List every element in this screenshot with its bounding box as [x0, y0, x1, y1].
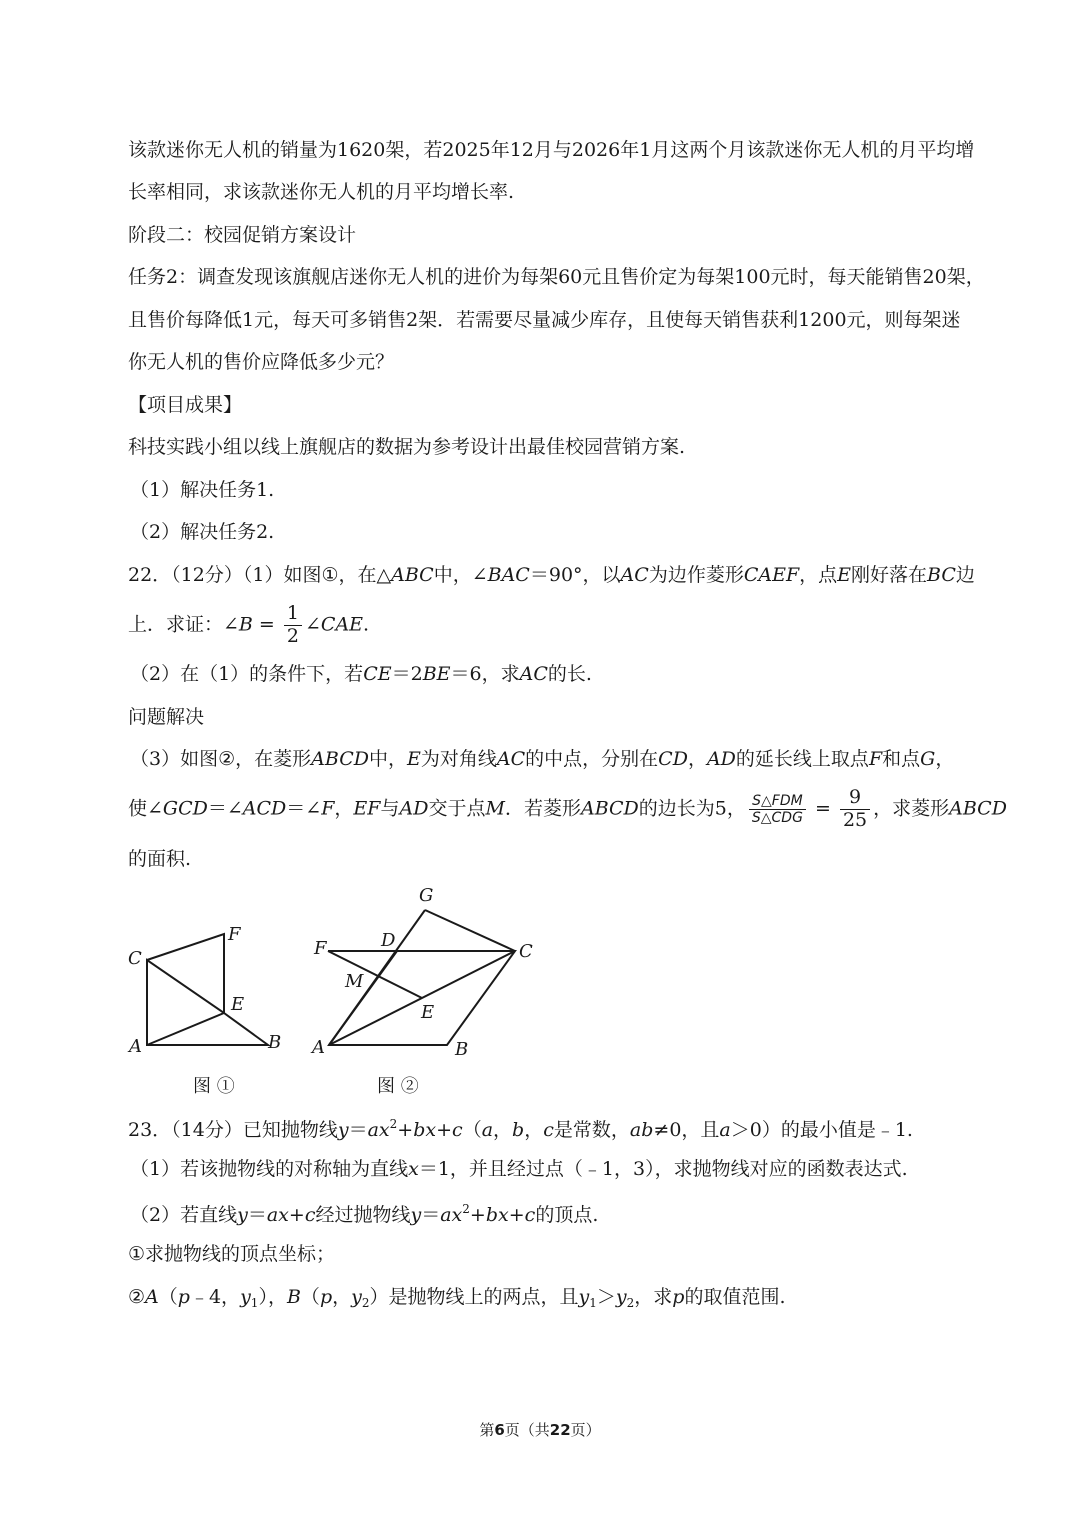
question-23-sub-2: ②A（p﹣4，$y_1$），B（p，$y_2$）是抛物线上的两点，且$y_1>y_2$，求p的取值范围.: [128, 1286, 786, 1310]
section-heading: 【项目成果】: [128, 394, 243, 416]
point-label: B: [455, 1039, 469, 1060]
figure-1-caption: 图 ①: [193, 1076, 235, 1097]
figure-2-line-ag: [329, 910, 425, 1045]
question-23-part-1: （1）若该抛物线的对称轴为直线x＝1，并且经过点（﹣1，3），求抛物线对应的函数表达式.: [130, 1158, 908, 1180]
point-label: F: [314, 938, 327, 959]
figure-1-shape: [147, 934, 268, 1045]
paragraph-line: 长率相同，求该款迷你无人机的月平均增长率.: [128, 181, 515, 203]
question-22-part-3-line-2: 使∠GCD＝∠ACD＝∠F，EF与AD交于点M．若菱形ABCD的边长为5， $\frac{\text{S△FDM}}{\text{S△CDG}}$ = $\frac{9}{25}$ ，求菱形ABCD: [128, 786, 1007, 831]
task-item: （1）解决任务1.: [130, 479, 275, 501]
section-heading: 问题解决: [128, 706, 205, 728]
point-label: B: [268, 1032, 282, 1053]
figure-2-caption: 图 ②: [377, 1076, 419, 1097]
point-label: F: [228, 924, 241, 945]
point-label: D: [381, 930, 396, 951]
question-22-part-3: （3）如图②，在菱形ABCD中，E为对角线AC的中点，分别在CD，AD的延长线上取点F和点G，: [130, 748, 955, 770]
section-heading: 阶段二：校园促销方案设计: [128, 224, 357, 246]
paragraph-line: 的面积.: [128, 848, 192, 870]
area-ratio-fraction: $\frac{\text{S△FDM}}{\text{S△CDG}}$: [749, 793, 806, 826]
question-22-line-2: 上．求证：∠B = $\frac{1}{2}$ ∠CAE.: [128, 602, 370, 647]
question-22-line-1: 22．（12分）（1）如图①，在△ABC中，∠BAC＝90°，以AC为边作菱形CAEF，点E刚好落在BC边: [128, 564, 975, 586]
figure-2-line-fe: [328, 951, 422, 998]
question-22-part-2: （2）在（1）的条件下，若CE＝2BE＝6，求AC的长.: [130, 663, 592, 685]
point-label: A: [129, 1036, 142, 1057]
ratio-value-fraction: $\frac{9}{25}$: [840, 787, 870, 832]
question-23-sub-1: ①求抛物线的顶点坐标；: [128, 1243, 336, 1265]
point-label: E: [421, 1002, 435, 1023]
point-label: C: [519, 941, 533, 962]
question-23-line-1: 23．（14分）已知抛物线$y=ax^2+bx+c(a$，b，c是常数，ab≠0，且a＞0）的最小值是﹣1.: [128, 1117, 913, 1141]
point-label: A: [312, 1037, 325, 1058]
figure-2-line-gc: [425, 910, 515, 951]
geometry-figures: [0, 880, 1080, 1110]
page-footer: 第6页（共22页）: [479, 1421, 601, 1439]
paragraph-line: 科技实践小组以线上旗舰店的数据为参考设计出最佳校园营销方案.: [128, 436, 686, 458]
task-item: （2）解决任务2.: [130, 521, 275, 543]
paragraph-line: 且售价每降低1元，每天可多销售2架．若需要尽量减少库存，且使每天销售获利1200元，则每架迷: [128, 309, 961, 331]
question-23-part-2: （2）若直线y＝ax+c经过抛物线$y=ax^2+bx+c$的顶点.: [130, 1202, 599, 1226]
paragraph-line: 该款迷你无人机的销量为1620架，若2025年12月与2026年1月这两个月该款迷你无人机的月平均增: [128, 139, 975, 161]
paragraph-line: 你无人机的售价应降低多少元？: [128, 351, 395, 373]
point-label: C: [128, 948, 142, 969]
point-label: M: [345, 971, 364, 992]
paragraph-line: 任务2：调查发现该旗舰店迷你无人机的进价为每架60元且售价定为每架100元时，每天能销售20架，: [128, 266, 985, 288]
fraction-one-half: $\frac{1}{2}$: [284, 603, 302, 648]
point-label: E: [231, 994, 245, 1015]
point-label: G: [419, 885, 434, 906]
